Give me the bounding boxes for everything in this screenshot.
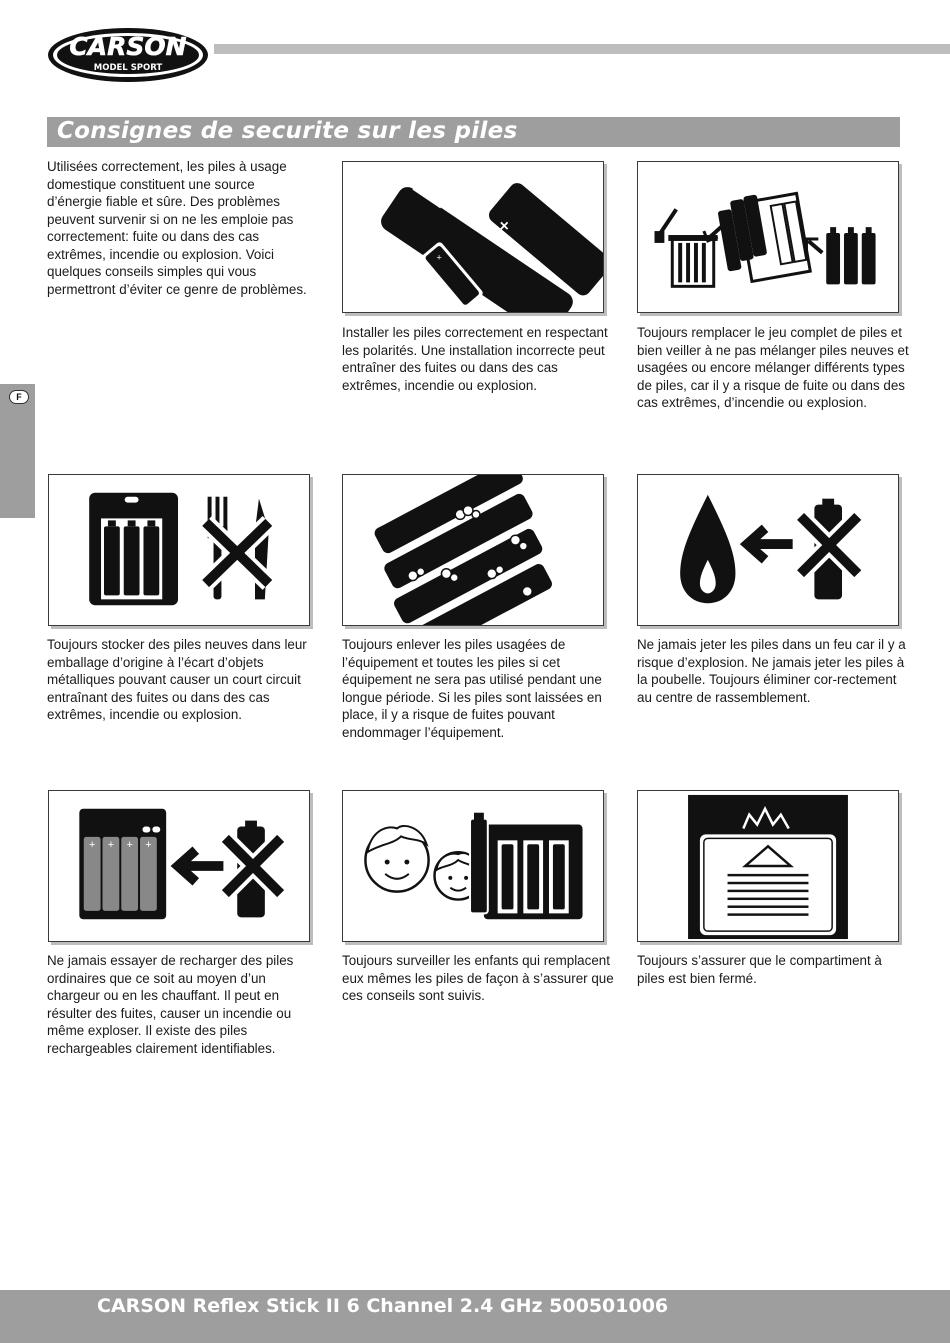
- svg-text:+: +: [88, 839, 96, 852]
- panel-remove-used: [342, 474, 604, 626]
- tip-children: Toujours surveiller les enfants qui remplacent eux mêmes les piles de façon à s’assurer que ces conseils sont suivis.: [342, 953, 614, 1003]
- panel-fire: [637, 474, 899, 626]
- tip-no-recharge: Ne jamais essayer de recharger des piles ordinaires que ce soit au moyen d’un chargeur ou en les chauffant. Il peut en résulter des fuites, causer un incendie ou même exploser. Il existe des piles rechargeables clairement identifiables.: [47, 953, 294, 1056]
- panel-closed-compartment: [637, 790, 899, 942]
- svg-text:×: ×: [499, 218, 509, 236]
- tip-polarity: Installer les piles correctement en respectant les polarités. Une installation incorrecte peut entraîner des fuites ou dans des cas extrêmes, incendie ou explosion.: [342, 325, 608, 393]
- tip-closed-compartment: Toujours s’assurer que le compartiment à piles est bien fermé.: [637, 953, 882, 986]
- page-title: Consignes de securite sur les piles: [57, 118, 518, 144]
- carson-logo: [46, 26, 210, 84]
- panel-children: [342, 790, 604, 942]
- logo-name: CARSON: [69, 32, 187, 61]
- language-badge: F: [9, 390, 29, 404]
- svg-text:+: +: [145, 839, 152, 852]
- title-bar: [47, 117, 900, 147]
- panel-storage: [48, 474, 310, 626]
- svg-text:+: +: [436, 252, 442, 263]
- compartment-icon: [638, 791, 898, 941]
- footer-product: CARSON Reflex Stick II 6 Channel 2.4 GHz 500501006: [97, 1295, 669, 1317]
- svg-text:+: +: [107, 839, 115, 852]
- replace-set-icon: [638, 162, 898, 312]
- tip-storage: Toujours stocker des piles neuves dans leur emballage d’origine à l’écart d’objets métalliques pouvant causer un court circuit entraînant des fuites ou dans des cas extrêmes, incendie ou explosion.: [47, 637, 307, 722]
- remove-used-icon: [343, 475, 603, 625]
- panel-polarity: [342, 161, 604, 313]
- header-rule: [214, 44, 950, 54]
- tip-replace-set: Toujours remplacer le jeu complet de piles et bien veiller à ne pas mélanger piles neuves et usagées ou encore mélanger différents types de piles, car il y a risque de fuite ou dans des cas extrêmes, d’incendie ou explosion.: [637, 325, 909, 410]
- storage-icon: [49, 475, 309, 625]
- children-icon: [343, 791, 603, 941]
- tip-fire: Ne jamais jeter les piles dans un feu car il y a risque d’explosion. Ne jamais jeter les piles à la poubelle. Toujours éliminer cor-rectement au centre de rassemblement.: [637, 637, 906, 705]
- intro-text: Utilisées correctement, les piles à usage domestique constituent une source d’énergie fiable et sûre. Des problèmes peuvent survenir si on ne les emploie pas correctement: fuite ou dans des cas extrêmes, incendie ou explosion. Voici quelques conseils simples qui vous permettront d’éviter ce genre de problèmes.: [47, 159, 307, 297]
- panel-replace-set: [637, 161, 899, 313]
- logo-tagline: MODEL SPORT: [93, 63, 163, 73]
- footer-bar: [0, 1290, 950, 1343]
- fire-icon: [638, 475, 898, 625]
- tip-remove-used: Toujours enlever les piles usagées de l’équipement et toutes les piles si cet équipement ne sera pas utilisé pendant une longue période. Si les piles sont laissées en place, il y a risque de fuites pouvant endommager l’équipement.: [342, 637, 602, 740]
- no-recharge-icon: [49, 791, 309, 941]
- polarity-icon: [343, 162, 603, 312]
- language-tab: [0, 384, 35, 518]
- svg-text:+: +: [126, 839, 133, 852]
- panel-no-recharge: [48, 790, 310, 942]
